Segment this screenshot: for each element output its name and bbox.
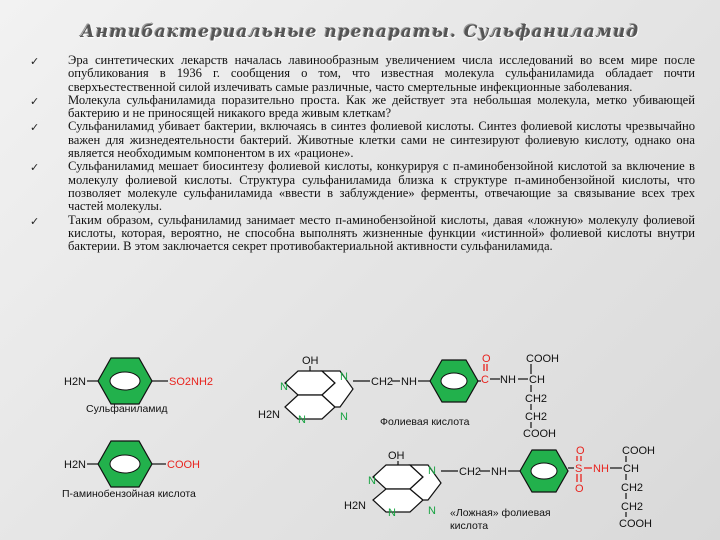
nh-label: NH — [593, 463, 609, 475]
folic-acid-structure — [258, 353, 559, 440]
amine-label: H2N — [258, 409, 281, 421]
bullet-text: Сульфаниламид убивает бактерии, включаясь в синтез фолиевой кислоты. Синтез фолиевой кислоты чрезвычайно важен для жизнедеятельности бактерий. Животные клетки сами не синтезируют фолиевую кислоту, однако она является необходимым компонентом в их «рационе». — [68, 119, 695, 161]
carbonyl-carbon-label: C — [481, 374, 489, 386]
sulfonamide-group-label: SO2NH2 — [169, 376, 214, 388]
oxygen-label: O — [576, 445, 585, 457]
oxygen-label: O — [482, 353, 491, 365]
carboxyl-label: COOH — [526, 353, 559, 365]
amine-label: H2N — [64, 459, 87, 471]
checkmark-icon: ✓ — [30, 94, 40, 108]
carboxyl-label: COOH — [523, 428, 556, 440]
paba-caption: П-аминобензойная кислота — [62, 488, 196, 500]
ch-label: CH — [623, 463, 639, 475]
nitrogen-label: N — [368, 475, 376, 487]
bullet-text: Сульфаниламид мешает биосинтезу фолиевой кислоты, конкурируя с п-аминобензойной кислотой за включение в молекулу фолиевой кислоты. Структура сульфаниламида близка к структуре п-аминобензойной кислоты, что позволяет молекуле сульфаниламида «ввести в заблуждение» ферменты, отвечающие за связывание всех трех частей молекулы. — [68, 159, 695, 214]
nitrogen-label: N — [428, 505, 436, 517]
amine-label: H2N — [344, 500, 367, 512]
ring-inner — [110, 455, 140, 473]
false-folic-caption: «Ложная» фолиевая — [450, 507, 551, 519]
sulfanilamide-structure — [64, 358, 213, 415]
bullet-text: Молекула сульфаниламида поразительно проста. Как же действует эта небольшая молекула, метко убивающей бактерию и не приносящей никакого вреда живым клеткам? — [68, 92, 695, 121]
sulfanilamide-caption: Сульфаниламид — [86, 403, 168, 415]
slide-title: Антибактериальные препараты. Сульфаниламид — [80, 22, 640, 42]
folic-acid-caption: Фолиевая кислота — [380, 416, 470, 428]
oxygen-label: O — [575, 483, 584, 495]
nitrogen-label: N — [298, 414, 306, 426]
paba-structure — [62, 441, 200, 500]
checkmark-icon: ✓ — [30, 121, 40, 135]
nh-label: NH — [401, 376, 417, 388]
nitrogen-label: N — [388, 507, 396, 519]
nh-label: NH — [500, 374, 516, 386]
nitrogen-label: N — [428, 465, 436, 477]
ring-inner — [441, 373, 467, 389]
amine-label: H2N — [64, 376, 87, 388]
ring-inner — [110, 372, 140, 390]
nitrogen-label: N — [280, 381, 288, 393]
checkmark-icon: ✓ — [30, 55, 40, 68]
nh-label: NH — [491, 466, 507, 478]
hydroxyl-label: OH — [302, 355, 319, 367]
methylene-label: CH2 — [621, 482, 644, 494]
methylene-label: CH2 — [371, 376, 394, 388]
methylene-label: CH2 — [621, 501, 644, 513]
methylene-label: CH2 — [525, 393, 548, 405]
sulfur-label: S — [575, 463, 583, 475]
bullet-text: Таким образом, сульфаниламид занимает место п-аминобензойной кислоты, давая «ложную» молекулу фолиевой кислоты, которая, вероятно, не способна выполнять жизненные функции «истинной» фолиевой кислоты внутри бактерии. В этом заключается секрет противобактериальной активности сульфаниламида. — [68, 212, 695, 254]
methylene-label: CH2 — [459, 466, 482, 478]
checkmark-icon: ✓ — [30, 214, 40, 228]
ring-inner — [531, 463, 557, 479]
nitrogen-label: N — [340, 371, 348, 383]
carboxyl-group-label: COOH — [167, 459, 200, 471]
carboxyl-label: COOH — [622, 445, 655, 457]
methylene-label: CH2 — [525, 411, 548, 423]
carboxyl-label: COOH — [619, 518, 652, 530]
nitrogen-label: N — [340, 411, 348, 423]
false-folic-caption: кислота — [450, 520, 489, 532]
checkmark-icon: ✓ — [30, 161, 40, 175]
hydroxyl-label: OH — [388, 450, 405, 462]
false-folic-acid-structure — [344, 445, 655, 532]
ch-label: CH — [529, 374, 545, 386]
bullet-text: Эра синтетических лекарств началась лавинообразным увеличением числа исследований во всем мире после опубликования в 1936 г. сообщения о том, что известная молекула сульфаниламида обладает почти сверхъестественной силой излечивать самые различные, часто смертельные инфекционные заболевания. — [68, 53, 695, 94]
